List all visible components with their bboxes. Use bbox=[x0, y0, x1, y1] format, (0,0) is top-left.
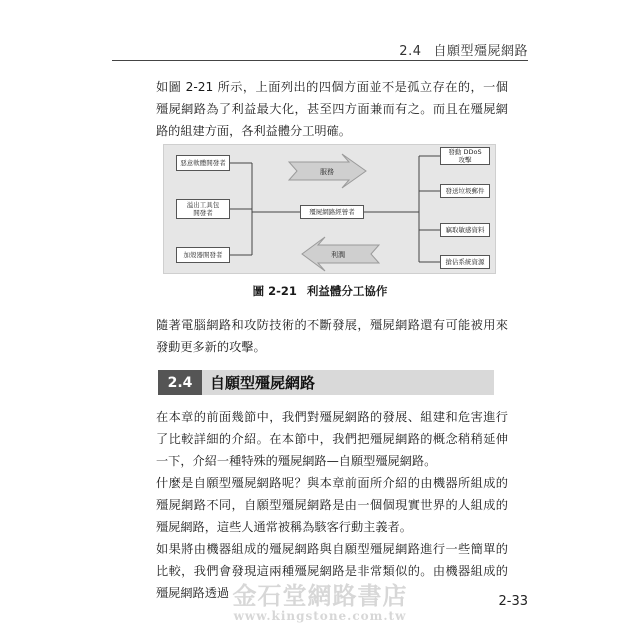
box-exploit-kit-developer: 溢出工具包 開發者 bbox=[176, 199, 230, 219]
box-packer-developer: 加殼器開發者 bbox=[176, 247, 230, 263]
header-rule bbox=[112, 60, 528, 61]
running-header bbox=[399, 40, 528, 59]
box-botnet-operator: 殭屍網路經營者 bbox=[300, 205, 364, 219]
box-malware-developer: 惡意軟體開發者 bbox=[176, 155, 230, 171]
figure-caption bbox=[0, 283, 640, 299]
figure-caption-text: 利益體分工協作 bbox=[306, 284, 388, 298]
box-ddos-attack: 發動 DDoS 攻擊 bbox=[440, 147, 490, 165]
figure-diagram bbox=[163, 144, 496, 274]
watermark-url: www.kingstone.com.tw bbox=[233, 609, 407, 623]
arrow-label-profit: 利潤 bbox=[331, 251, 345, 259]
watermark bbox=[200, 583, 440, 623]
header-section-title: 自願型殭屍網路 bbox=[433, 44, 528, 59]
box-steal-data: 竊取敏感資料 bbox=[440, 223, 490, 237]
arrow-label-service: 服務 bbox=[320, 168, 334, 176]
box-send-spam: 發送垃圾郵件 bbox=[440, 184, 490, 198]
page-number: 2-33 bbox=[498, 594, 528, 609]
watermark-text: 金石堂網路書店 bbox=[232, 581, 408, 610]
paragraph-section-intro: 在本章的前面幾節中，我們對殭屍網路的發展、組建和危害進行了比較詳細的介紹。在本節中，我們把殭屍網路的概念稍稍延伸一下，介紹一種特殊的殭屍網路—自願型殭屍網路。 bbox=[156, 410, 508, 468]
section-title: 自願型殭屍網路 bbox=[210, 374, 316, 392]
paragraph-new-attacks: 隨著電腦網路和攻防技術的不斷發展，殭屍網路還有可能被用來發動更多新的攻擊。 bbox=[156, 318, 508, 354]
paragraph-definition: 什麼是自願型殭屍網路呢？與本章前面所介紹的由機器所組成的殭屍網路不同，自願型殭屍網路是由一個個現實世界的人組成的殭屍網路，這些人通常被稱為駭客行動主義者。 bbox=[156, 476, 508, 534]
figure-caption-number: 圖 2-21 bbox=[252, 284, 297, 298]
section-number: 2.4 bbox=[158, 370, 202, 395]
paragraph-intro: 如圖 2-21 所示，上面列出的四個方面並不是孤立存在的，一個殭屍網路為了利益最大化，甚至四方面兼而有之。而且在殭屍網路的組建方面，各利益體分工明確。 bbox=[156, 80, 508, 138]
paragraph-comparison: 如果將由機器組成的殭屍網路與自願型殭屍網路進行一些簡單的比較，我們會發現這兩種殭屍網路是非常類似的。由機器組成的殭屍網路透過 bbox=[156, 542, 508, 600]
header-section-number: 2.4 bbox=[399, 44, 422, 59]
section-heading-bar bbox=[158, 370, 494, 395]
box-seize-resources: 搶佔系統資源 bbox=[440, 255, 490, 269]
